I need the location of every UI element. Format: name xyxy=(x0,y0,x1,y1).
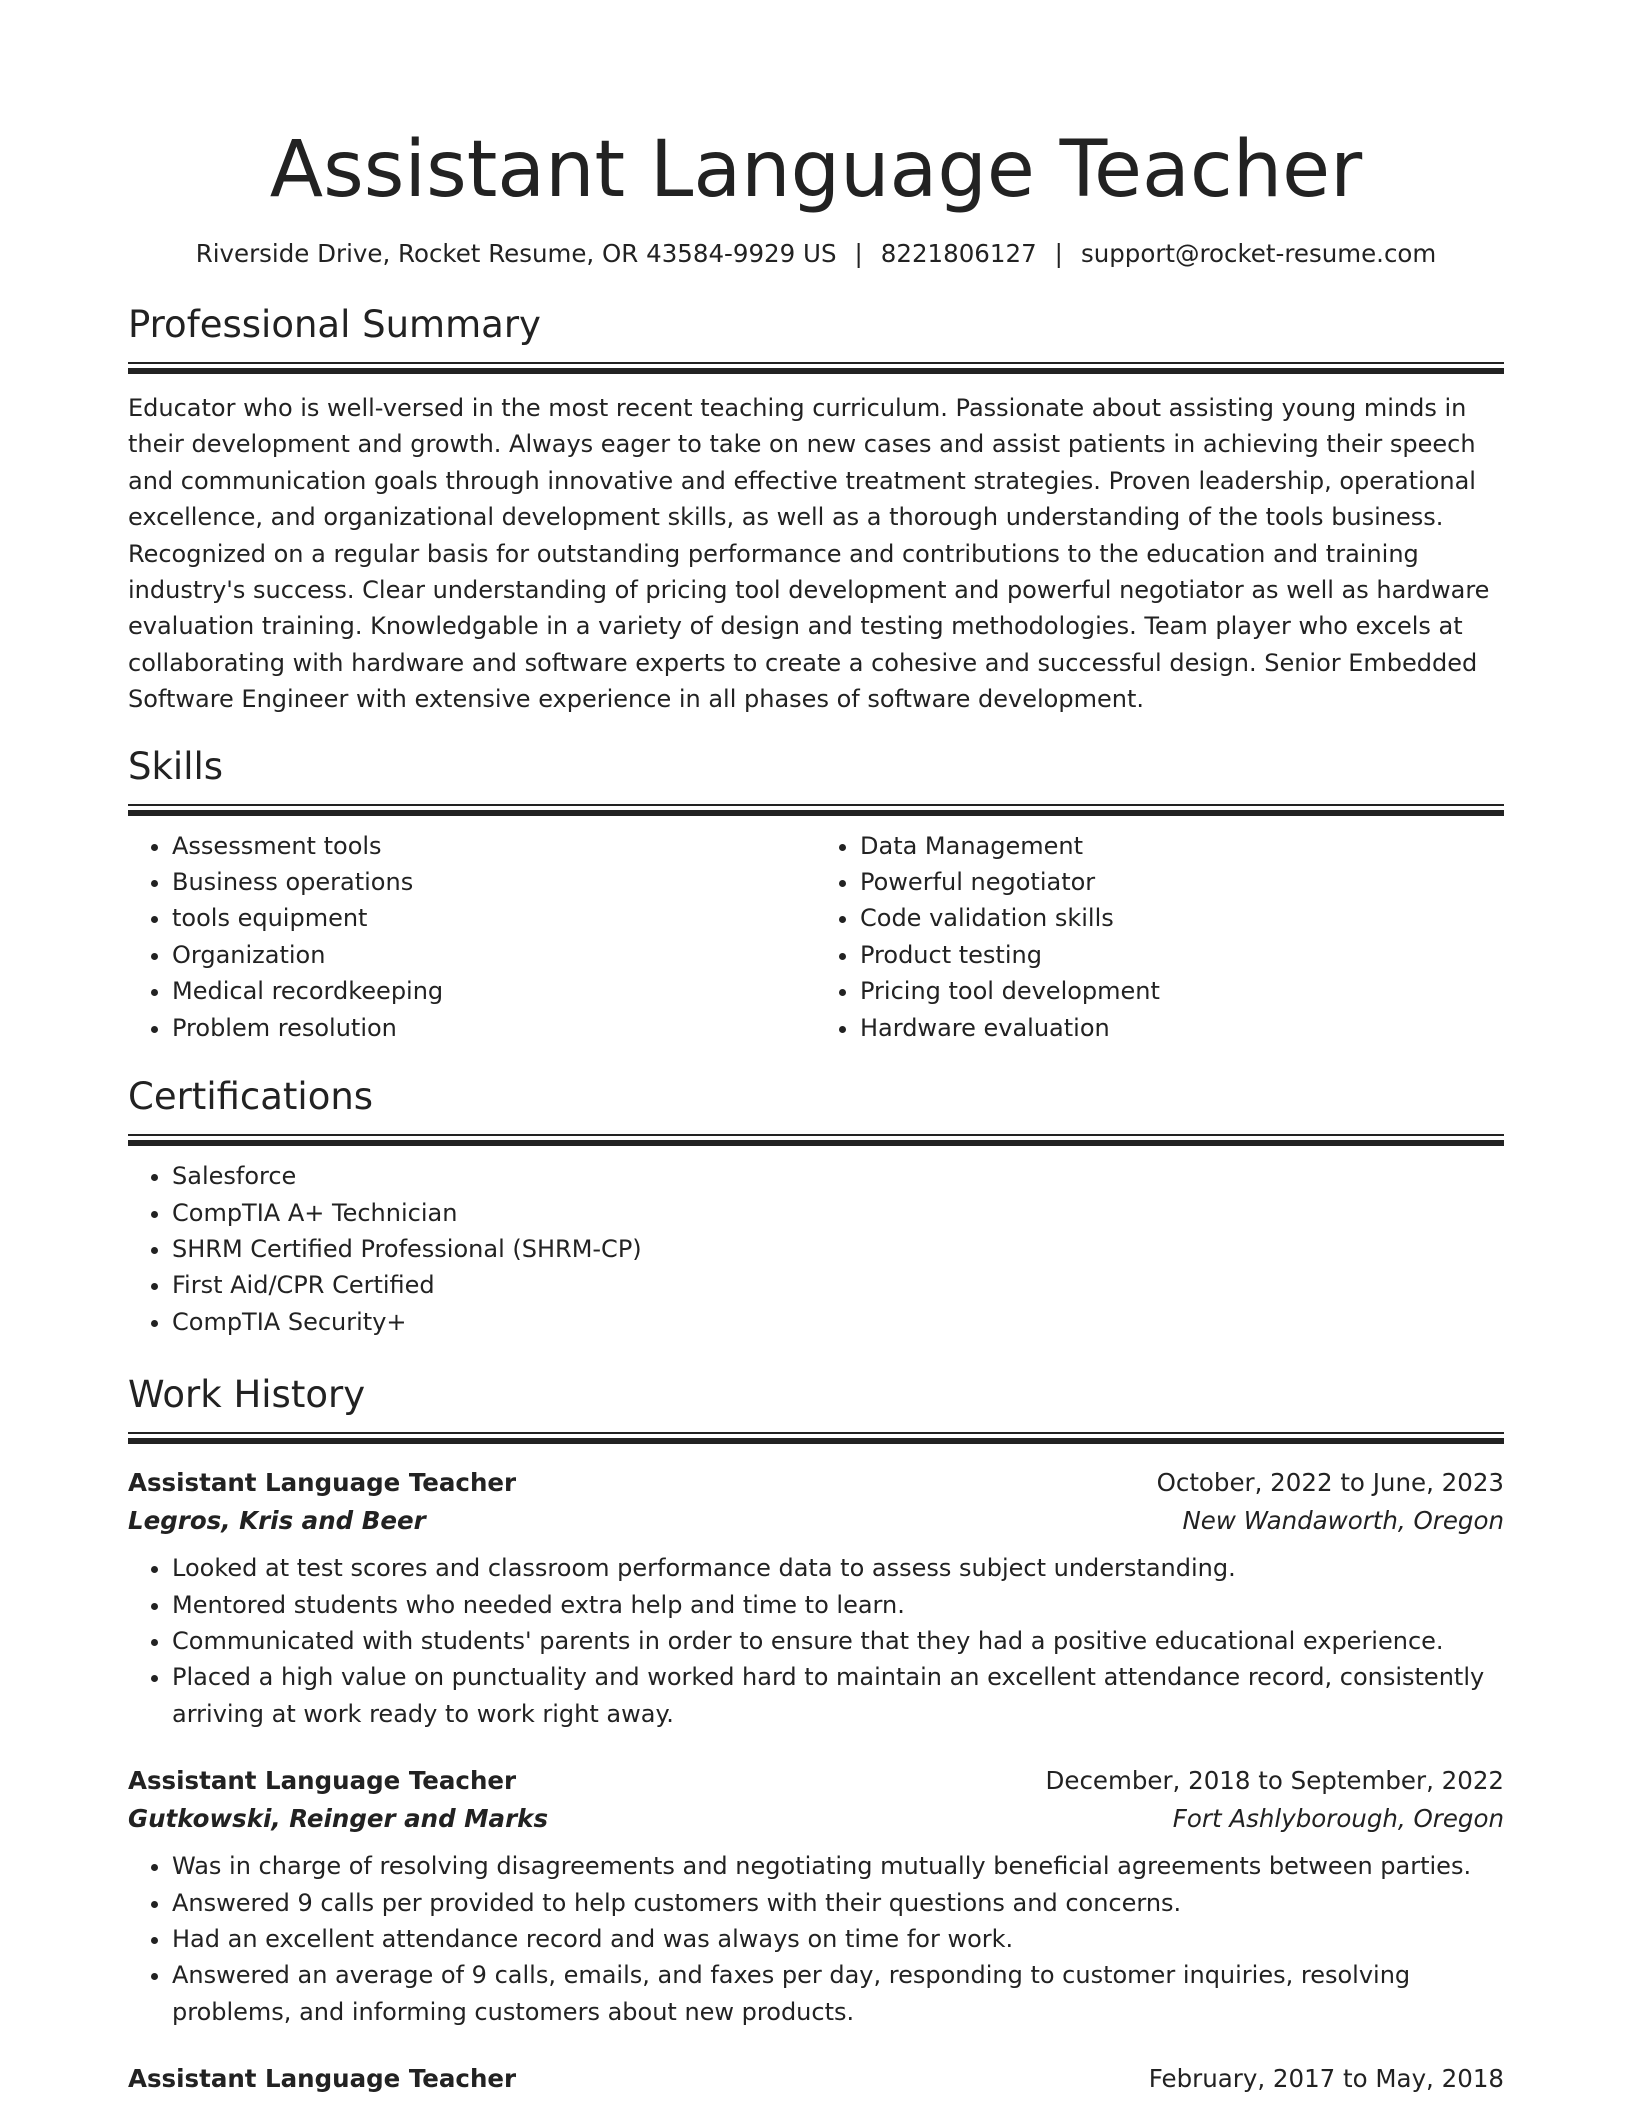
job-bullet: • Answered 9 calls per provided to help customers with their questions and concerns. xyxy=(172,1885,1504,1921)
skill-item: • Hardware evaluation xyxy=(860,1010,1504,1046)
certification-item: • SHRM Certified Professional (SHRM-CP) xyxy=(172,1231,1504,1267)
certifications-list xyxy=(128,1158,1504,1340)
skill-item: • Organization xyxy=(172,937,816,973)
job-entry xyxy=(128,1762,1504,2030)
summary-heading: Professional Summary xyxy=(128,303,541,346)
skills-columns xyxy=(128,828,1504,1046)
job-header-row xyxy=(128,2060,1504,2098)
section-divider xyxy=(128,1432,1504,1446)
job-dates: February, 2017 to May, 2018 xyxy=(1148,2064,1504,2094)
job-title: Assistant Language Teacher xyxy=(128,1468,517,1498)
job-bullets xyxy=(128,1848,1504,2030)
job-bullet: • Looked at test scores and classroom performance data to assess subject understanding. xyxy=(172,1550,1504,1586)
job-entry xyxy=(128,2060,1504,2098)
certification-item: • Salesforce xyxy=(172,1158,1504,1194)
skill-item: • Data Management xyxy=(860,828,1504,864)
job-subheader-row xyxy=(128,1502,1504,1540)
job-header-row xyxy=(128,1762,1504,1800)
certification-item: • CompTIA A+ Technician xyxy=(172,1195,1504,1231)
job-entry xyxy=(128,1464,1504,1732)
job-dates: October, 2022 to June, 2023 xyxy=(1156,1468,1504,1498)
job-company: Gutkowski, Reinger and Marks xyxy=(128,1804,549,1834)
skill-item: • Medical recordkeeping xyxy=(172,973,816,1009)
contact-separator: | xyxy=(854,239,863,268)
contact-line xyxy=(128,236,1504,272)
certification-item: • CompTIA Security+ xyxy=(172,1304,1504,1340)
contact-separator: | xyxy=(1054,239,1063,268)
job-title: Assistant Language Teacher xyxy=(128,2064,517,2094)
summary-text: Educator who is well-versed in the most recent teaching curriculum. Passionate about assisting young minds in their development and growth. Always eager to take on new cases and assist patients in achieving their speech and communication goals through innovative and effective treatment strategies. Proven leadership, operational excellence, and organizational development skills, as well as a thorough understanding of the tools business. Recognized on a regular basis for outstanding performance and contributions to the education and training industry's success. Clear understanding of pricing tool development and powerful negotiator as well as hardware evaluation training. Knowledgable in a variety of design and testing methodologies. Team player who excels at collaborating with hardware and software experts to create a cohesive and successful design. Senior Embedded Software Engineer with extensive experience in all phases of software development. xyxy=(128,394,1490,714)
resume-page xyxy=(128,0,1504,2098)
resume-name: Assistant Language Teacher xyxy=(269,125,1363,215)
job-location: Fort Ashlyborough, Oregon xyxy=(1172,1804,1504,1834)
work-history-section xyxy=(128,1370,1504,2098)
job-bullet: • Communicated with students' parents in order to ensure that they had a positive educational experience. xyxy=(172,1623,1504,1659)
work-history-heading: Work History xyxy=(128,1373,366,1417)
skill-item: • Pricing tool development xyxy=(860,973,1504,1009)
job-bullet: • Mentored students who needed extra help and time to learn. xyxy=(172,1587,1504,1623)
contact-phone: 8221806127 xyxy=(880,239,1037,268)
job-bullet: • Placed a high value on punctuality and worked hard to maintain an excellent attendance record, consistently arriving at work ready to work right away. xyxy=(172,1659,1504,1732)
skill-item: • Code validation skills xyxy=(860,900,1504,936)
job-bullet: • Was in charge of resolving disagreements and negotiating mutually beneficial agreements between parties. xyxy=(172,1848,1504,1884)
skills-heading: Skills xyxy=(128,744,224,788)
skill-item: • Powerful negotiator xyxy=(860,864,1504,900)
skills-list-left xyxy=(128,828,816,1046)
job-bullet: • Answered an average of 9 calls, emails, and faxes per day, responding to customer inquiries, resolving problems, and informing customers about new products. xyxy=(172,1957,1504,2030)
job-header-row xyxy=(128,1464,1504,1502)
summary-section xyxy=(128,300,1504,718)
job-bullets xyxy=(128,1550,1504,1732)
job-dates: December, 2018 to September, 2022 xyxy=(1045,1766,1504,1796)
skill-item: • tools equipment xyxy=(172,900,816,936)
skill-item: • Product testing xyxy=(860,937,1504,973)
section-divider xyxy=(128,362,1504,376)
certifications-heading: Certifications xyxy=(128,1075,374,1119)
skills-list-right xyxy=(816,828,1504,1046)
skills-section xyxy=(128,742,1504,1046)
job-title: Assistant Language Teacher xyxy=(128,1766,517,1796)
contact-address: Riverside Drive, Rocket Resume, OR 43584-9929 US xyxy=(195,239,837,268)
job-company: Legros, Kris and Beer xyxy=(128,1506,426,1536)
certifications-section xyxy=(128,1072,1504,1340)
skill-item: • Business operations xyxy=(172,864,816,900)
job-bullet: • Had an excellent attendance record and was always on time for work. xyxy=(172,1921,1504,1957)
skill-item: • Problem resolution xyxy=(172,1010,816,1046)
contact-email[interactable]: support@rocket-resume.com xyxy=(1080,239,1437,268)
job-subheader-row xyxy=(128,1800,1504,1838)
section-divider xyxy=(128,804,1504,818)
certification-item: • First Aid/CPR Certified xyxy=(172,1267,1504,1303)
section-divider xyxy=(128,1134,1504,1148)
skill-item: • Assessment tools xyxy=(172,828,816,864)
job-location: New Wandaworth, Oregon xyxy=(1182,1506,1504,1536)
